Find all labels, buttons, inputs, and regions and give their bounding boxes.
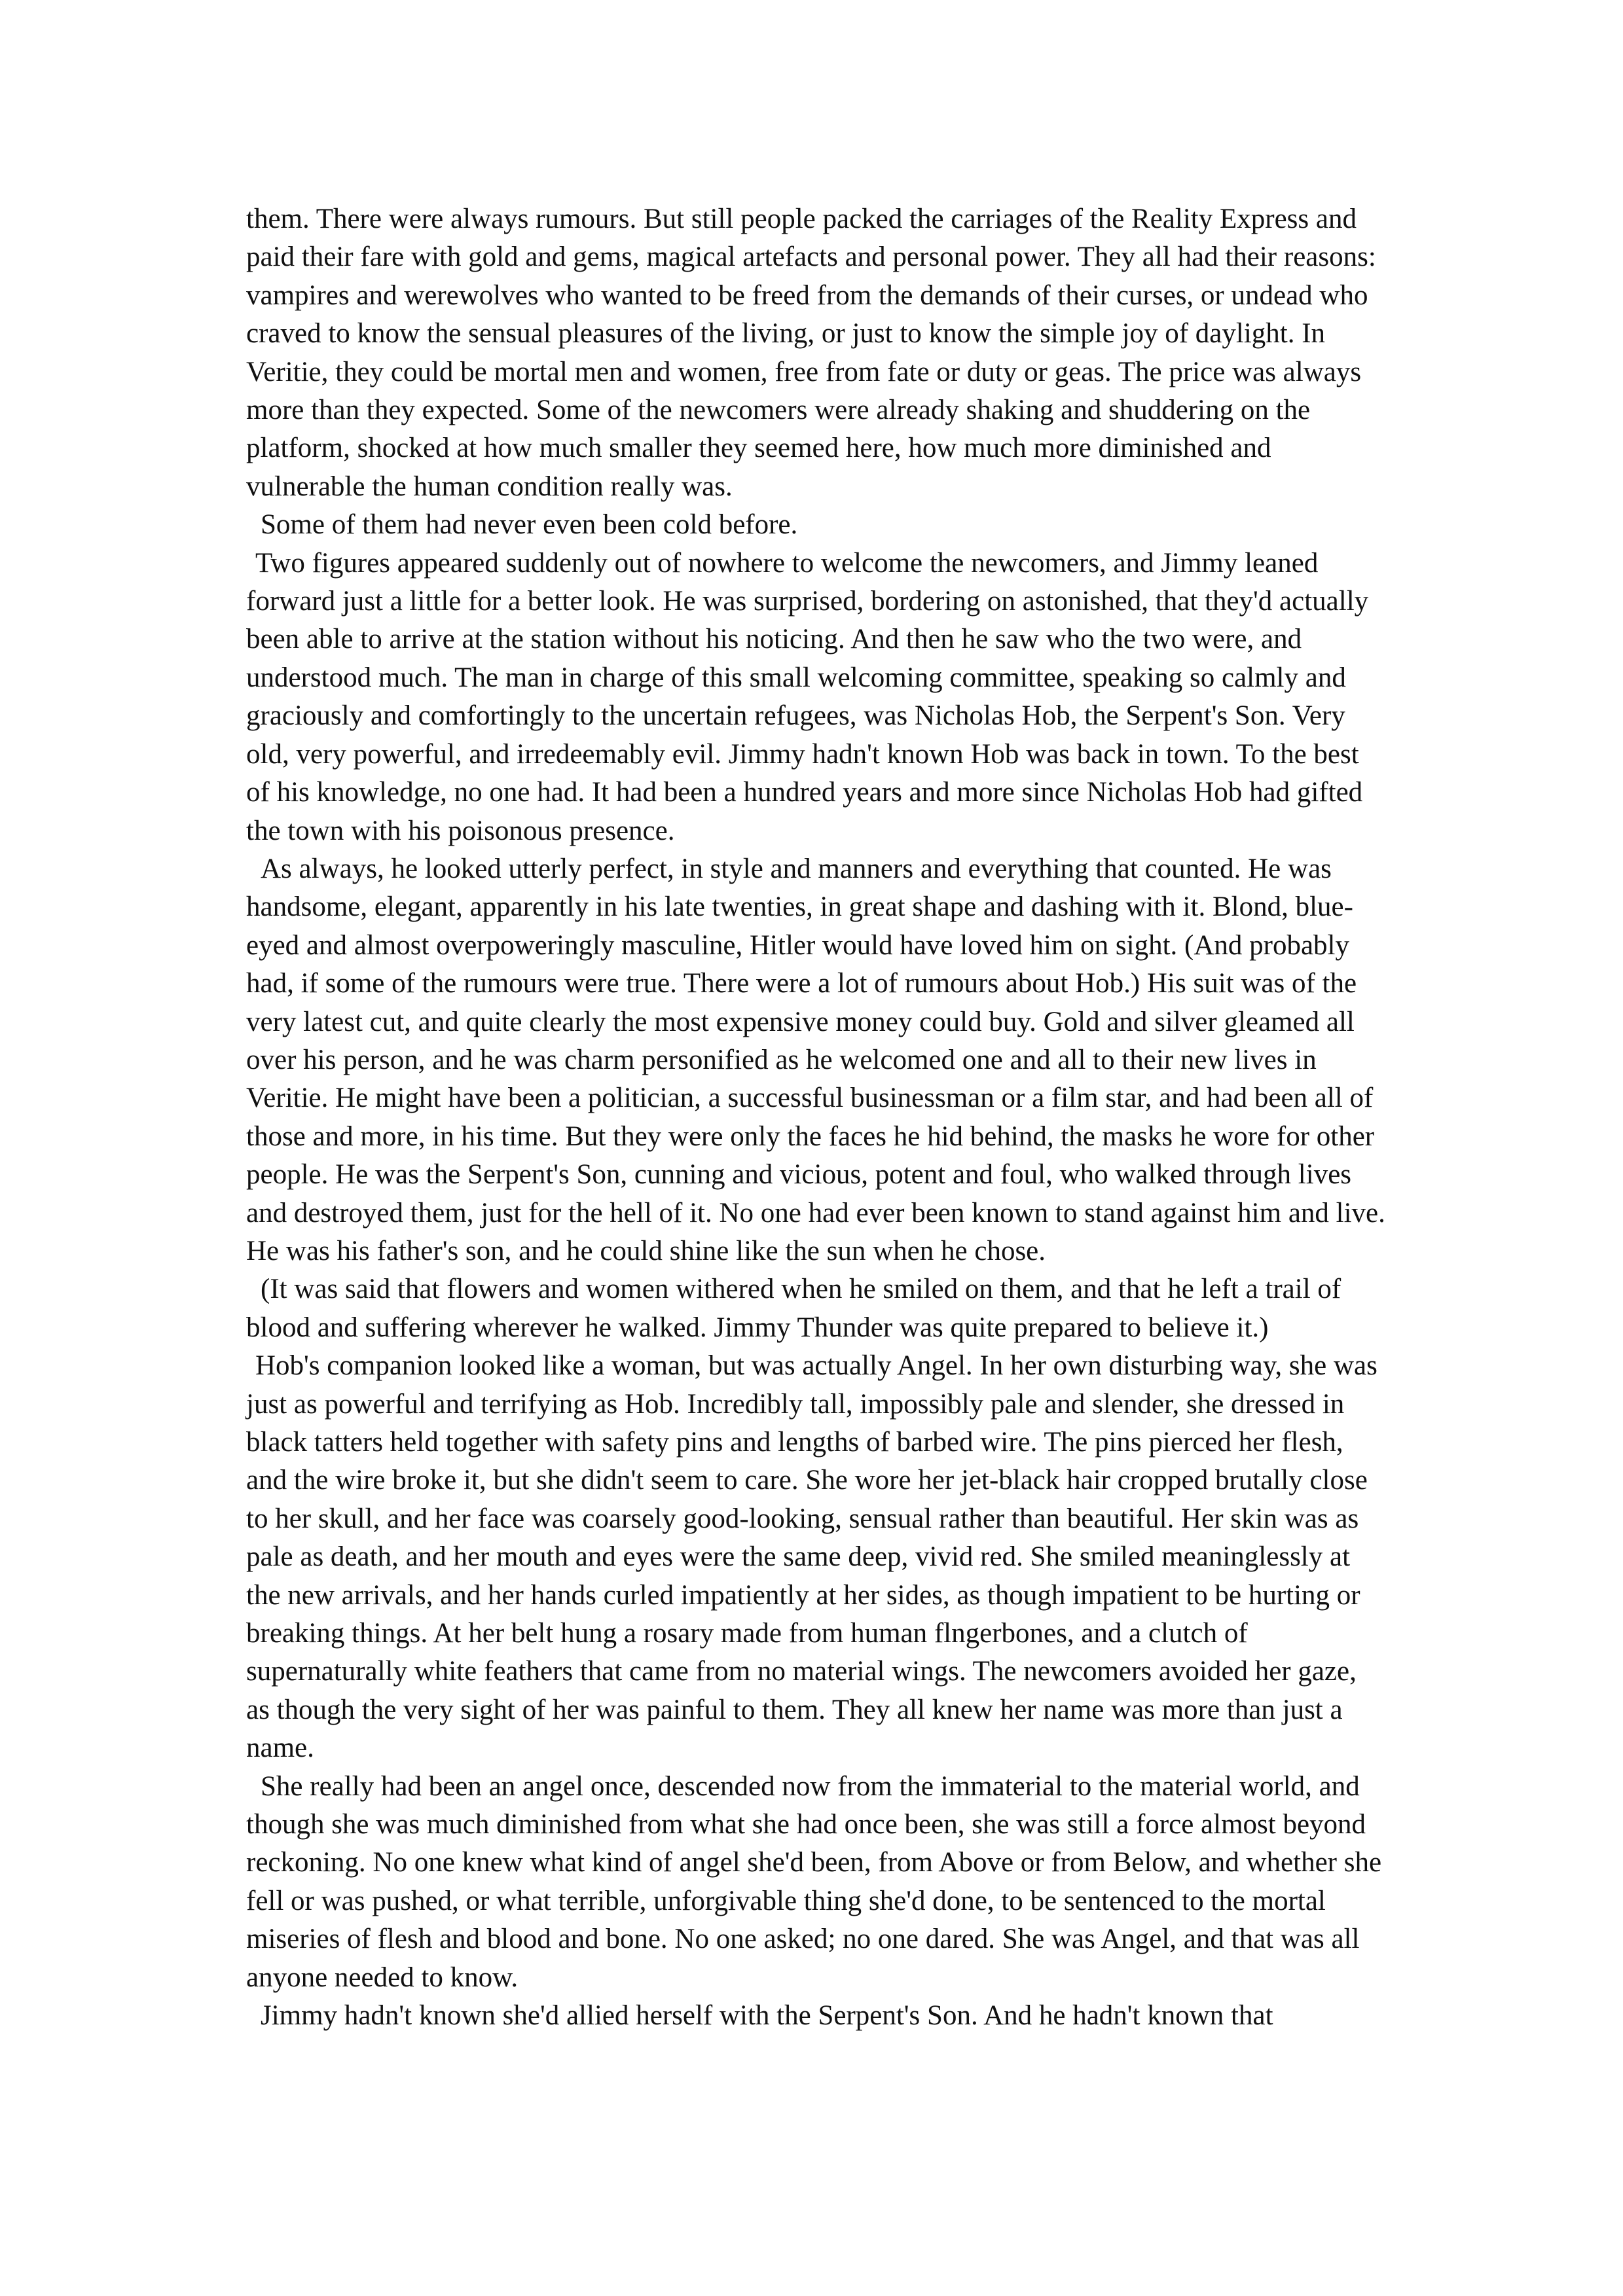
paragraph-5: (It was said that flowers and women withered when he smiled on them, and that he left a trail of blood and suffering wherever he walked. Jimmy Thunder was quite prepared to believe it.)	[246, 1274, 1341, 1343]
paragraph-1: them. There were always rumours. But still people packed the carriages of the Reality Express and paid their fare with gold and gems, magical artefacts and personal power. They all had their reasons: vampires and werewolves who wanted to be freed from the demands of their curses, or undead who craved to know the sensual pleasures of the living, or just to know the simple joy of daylight. In Veritie, they could be mortal men and women, free from fate or duty or geas. The price was always more than they expected. Some of the newcomers were already shaking and shuddering on the platform, shocked at how much smaller they seemed here, how much more diminished and vulnerable the human condition really was.	[246, 204, 1376, 502]
paragraph-4: As always, he looked utterly perfect, in style and manners and everything that counted. He was handsome, elegant, apparently in his late twenties, in great shape and dashing with it. Blond, blue-eyed and almost overpoweringly masculine, Hitler would have loved him on sight. (And probably had, if some of the rumours were true. There were a lot of rumours about Hob.) His suit was of the very latest cut, and quite clearly the most expensive money could buy. Gold and silver gleamed all over his person, and he was charm personified as he welcomed one and all to their new lives in Veritie. He might have been a politician, a successful businessman or a film star, and had been all of those and more, in his time. But they were only the faces he hid behind, the masks he wore for other people. He was the Serpent's Son, cunning and vicious, potent and foul, who walked through lives and destroyed them, just for the hell of it. No one had ever been known to stand against him and live. He was his father's son, and he could shine like the sun when he chose.	[246, 853, 1385, 1266]
paragraph-7: She really had been an angel once, descended now from the immaterial to the material world, and though she was much diminished from what she had once been, she was still a force almost beyond reckoning. No one knew what kind of angel she'd been, from Above or from Below, and whether she fell or was pushed, or what terrible, unforgivable thing she'd done, to be sentenced to the mortal miseries of flesh and blood and bone. No one asked; no one dared. She was Angel, and that was all anyone needed to know.	[246, 1770, 1382, 1993]
paragraph-2: Some of them had never even been cold before.	[261, 509, 798, 541]
body-text	[246, 200, 1385, 2036]
paragraph-3: Two figures appeared suddenly out of nowhere to welcome the newcomers, and Jimmy leaned forward just a little for a better look. He was surprised, bordering on astonished, that they'd actually been able to arrive at the station without his noticing. And then he saw who the two were, and understood much. The man in charge of this small welcoming committee, speaking so calmly and graciously and comfortingly to the uncertain refugees, was Nicholas Hob, the Serpent's Son. Very old, very powerful, and irredeemably evil. Jimmy hadn't known Hob was back in town. To the best of his knowledge, no one had. It had been a hundred years and more since Nicholas Hob had gifted the town with his poisonous presence.	[246, 547, 1369, 846]
paragraph-6: Hob's companion looked like a woman, but was actually Angel. In her own disturbing way, she was just as powerful and terrifying as Hob. Incredibly tall, impossibly pale and slender, she dressed in black tatters held together with safety pins and lengths of barbed wire. The pins pierced her flesh, and the wire broke it, but she didn't seem to care. She wore her jet-black hair cropped brutally close to her skull, and her face was coarsely good-looking, sensual rather than beautiful. Her skin was as pale as death, and her mouth and eyes were the same deep, vivid red. She smiled meaninglessly at the new arrivals, and her hands curled impatiently at her sides, as though impatient to be hurting or breaking things. At her belt hung a rosary made from human flngerbones, and a clutch of supernaturally white feathers that came from no material wings. The newcomers avoided her gaze, as though the very sight of her was painful to them. They all knew her name was more than just a name.	[246, 1350, 1377, 1764]
paragraph-8: Jimmy hadn't known she'd allied herself with the Serpent's Son. And he hadn't known that	[261, 2000, 1273, 2032]
